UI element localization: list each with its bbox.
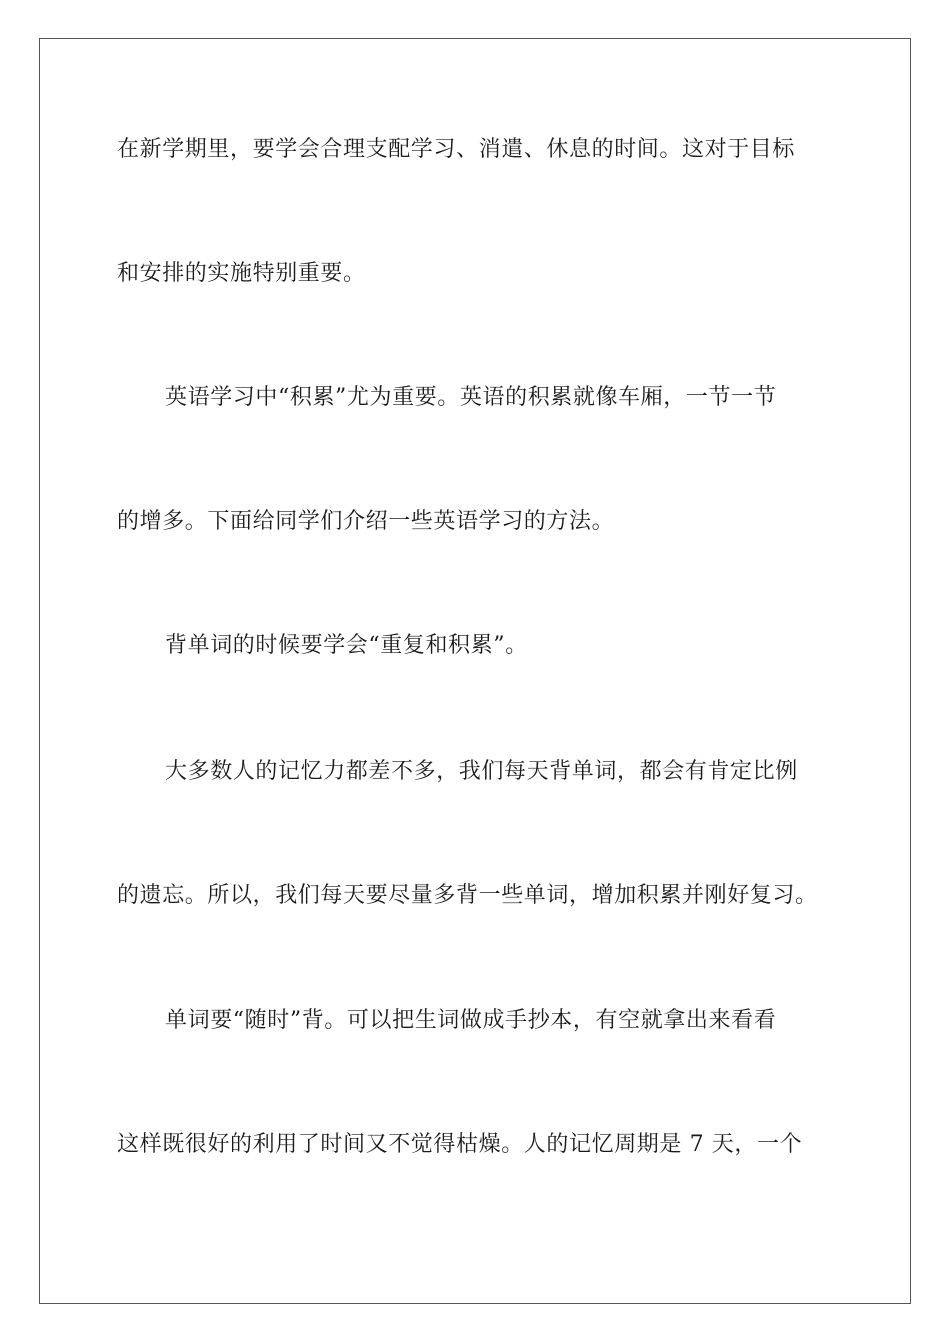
text-line-1: 在新学期里，要学会合理支配学习、消遣、休息的时间。这对于目标 — [117, 137, 796, 162]
text-line-9: 这样既很好的利用了时间又不觉得枯燥。人的记忆周期是 7 天，一个 — [117, 1132, 803, 1157]
text-line-8: 单词要“随时”背。可以把生词做成手抄本，有空就拿出来看看 — [165, 1008, 777, 1033]
text-line-5: 背单词的时候要学会“重复和积累”。 — [165, 633, 528, 658]
text-line-4: 的增多。下面给同学们介绍一些英语学习的方法。 — [117, 509, 615, 534]
text-line-3: 英语学习中“积累”尤为重要。英语的积累就像车厢，一节一节 — [165, 385, 777, 410]
page-border — [39, 38, 911, 1304]
text-line-7: 的遗忘。所以，我们每天要尽量多背一些单词，增加积累并刚好复习。 — [117, 883, 818, 908]
text-line-2: 和安排的实施特别重要。 — [117, 261, 366, 286]
text-line-6: 大多数人的记忆力都差不多，我们每天背单词，都会有肯定比例 — [165, 759, 798, 784]
